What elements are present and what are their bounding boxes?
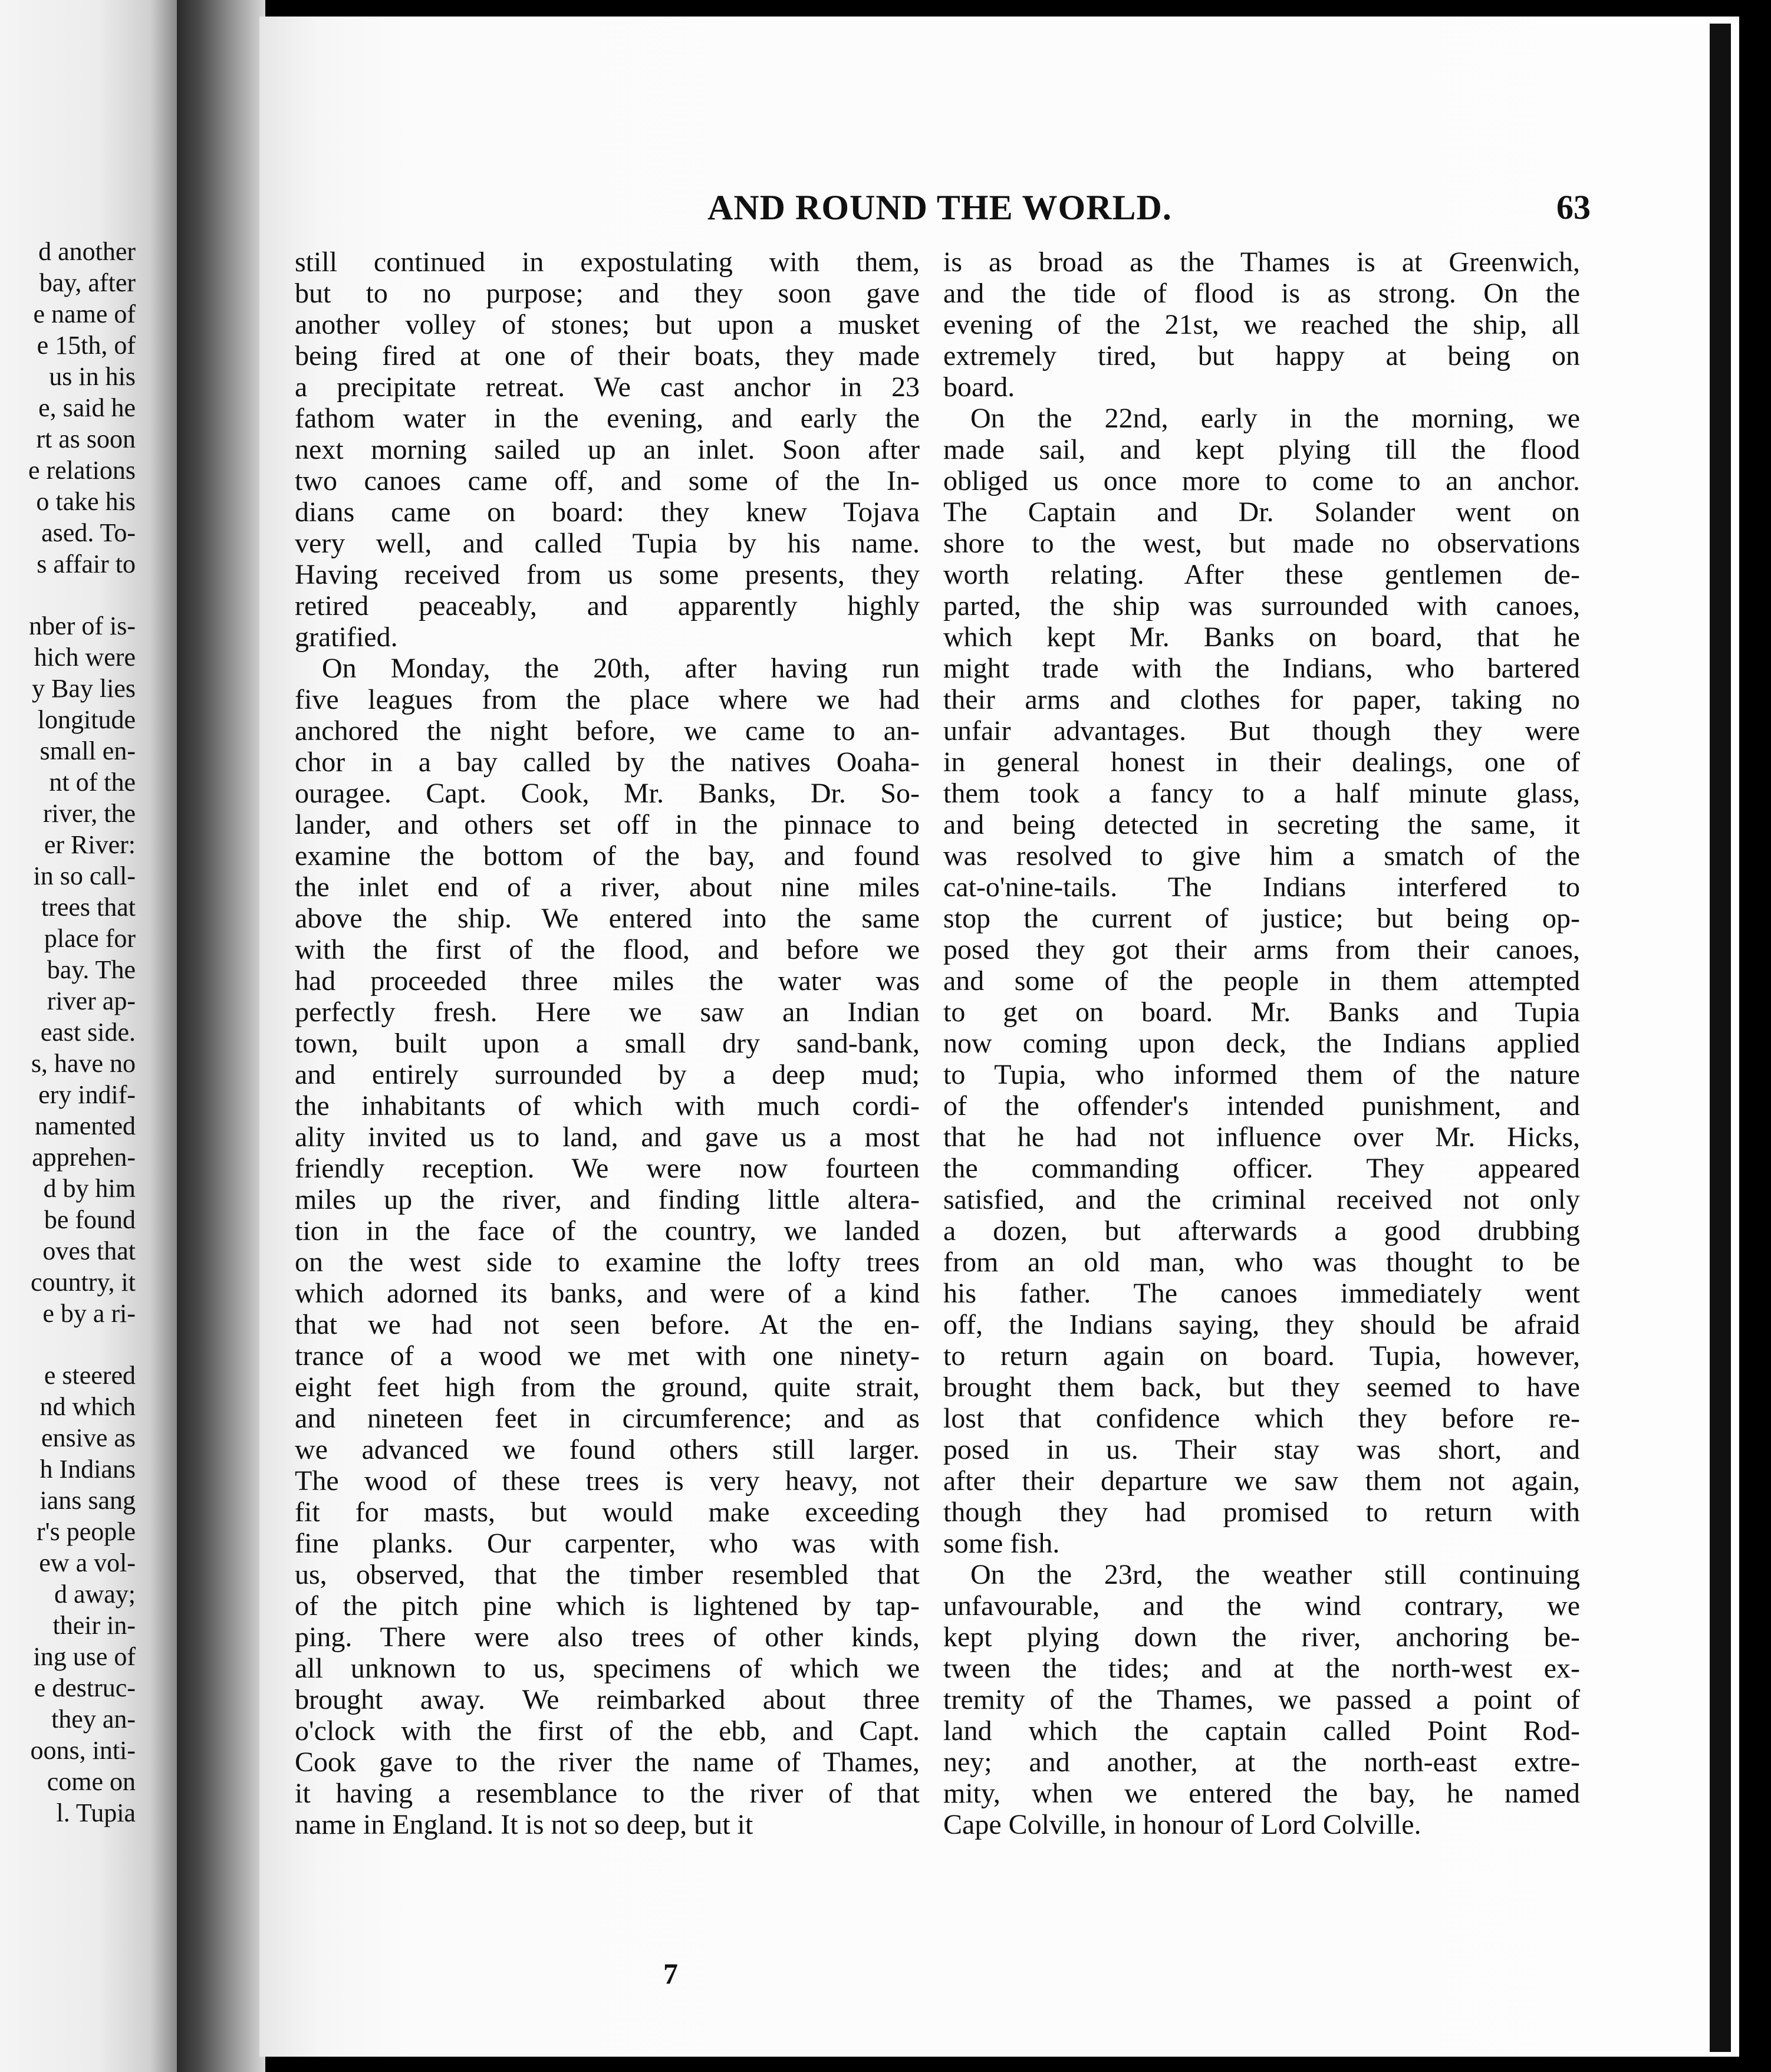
text-line: dians came on board: they knew Tojava: [295, 496, 920, 528]
text-line: to return again on board. Tupia, however,: [943, 1340, 1580, 1372]
left-page: [0, 0, 177, 2072]
left-page-line-fragment: oons, inti-: [30, 1736, 136, 1765]
text-line: the inlet end of a river, about nine miles: [295, 871, 920, 903]
left-page-line-fragment: river, the: [42, 799, 136, 828]
text-line: land which the captain called Point Rod-: [943, 1715, 1580, 1747]
text-line: which kept Mr. Banks on board, that he: [943, 621, 1580, 653]
text-line: fine planks. Our carpenter, who was with: [295, 1528, 920, 1559]
text-line: after their departure we saw them not again,: [943, 1465, 1580, 1497]
text-line: cat-o'nine-tails. The Indians interfered to: [943, 871, 1580, 903]
text-line: all unknown to us, specimens of which we: [295, 1653, 920, 1684]
text-line: to Tupia, who informed them of the nature: [943, 1059, 1580, 1090]
left-page-line-fragment: o take his: [36, 487, 136, 516]
text-line: worth relating. After these gentlemen de-: [943, 559, 1580, 590]
left-page-line-fragment: ased. To-: [41, 518, 136, 547]
text-line: ality invited us to land, and gave us a most: [295, 1121, 920, 1153]
text-line: brought away. We reimbarked about three: [295, 1684, 920, 1715]
text-line: posed in us. Their stay was short, and: [943, 1434, 1580, 1465]
text-line: brought them back, but they seemed to have: [943, 1372, 1580, 1403]
text-line: unfavourable, and the wind contrary, we: [943, 1590, 1580, 1622]
left-page-line-fragment: namented: [34, 1111, 136, 1140]
text-line: tween the tides; and at the north-west ex-: [943, 1653, 1580, 1684]
left-page-line-fragment: rt as soon: [36, 425, 136, 453]
text-line: eight feet high from the ground, quite strait,: [295, 1372, 920, 1403]
left-page-line-fragment: they an-: [51, 1705, 136, 1734]
text-line: us, observed, that the timber resembled that: [295, 1559, 920, 1590]
left-page-line-fragment: ians sang: [39, 1486, 136, 1515]
left-page-line-fragment: place for: [44, 924, 136, 953]
text-line: was resolved to give him a smatch of the: [943, 840, 1580, 871]
text-line: Cook gave to the river the name of Thames,: [295, 1747, 920, 1778]
text-line: five leagues from the place where we had: [295, 684, 920, 715]
left-page-line-fragment: ensive as: [41, 1423, 136, 1452]
left-page-line-fragment: apprehen-: [32, 1143, 136, 1172]
text-line: the commanding officer. They appeared: [943, 1153, 1580, 1184]
left-page-line-fragment: be found: [44, 1205, 136, 1234]
left-page-line-fragment: in so call-: [33, 861, 136, 890]
left-page-text-fragments: [0, 236, 136, 1828]
left-page-line-fragment: us in his: [49, 362, 136, 391]
text-line: name in England. It is not so deep, but it: [295, 1809, 753, 1840]
text-line: fit for masts, but would make exceeding: [295, 1497, 920, 1528]
text-line: with the first of the flood, and before we: [295, 934, 920, 965]
text-column-left: [295, 246, 920, 1840]
text-line: of the pitch pine which is lightened by tap-: [295, 1590, 920, 1622]
text-line: it having a resemblance to the river of that: [295, 1778, 920, 1809]
text-line: and the tide of flood is as strong. On the: [943, 278, 1580, 309]
page-number: 63: [1556, 188, 1591, 226]
text-line: his father. The canoes immediately went: [943, 1278, 1580, 1309]
text-line: obliged us once more to come to an anchor.: [943, 465, 1580, 496]
text-line: above the ship. We entered into the same: [295, 903, 920, 934]
text-line: On the 23rd, the weather still continuing: [970, 1559, 1580, 1590]
text-line: friendly reception. We were now fourteen: [295, 1153, 920, 1184]
text-line: o'clock with the first of the ebb, and Capt.: [295, 1715, 920, 1747]
text-line: On the 22nd, early in the morning, we: [970, 403, 1580, 434]
left-page-line-fragment: d away;: [54, 1580, 136, 1609]
left-page-line-fragment: r's people: [37, 1517, 136, 1546]
left-page-line-fragment: their in-: [52, 1611, 136, 1640]
text-line: Having received from us some presents, they: [295, 559, 920, 590]
text-line: Cape Colville, in honour of Lord Colville.: [943, 1809, 1421, 1840]
text-line: some fish.: [943, 1528, 1060, 1559]
paragraph-gap: [0, 1329, 136, 1360]
text-line: chor in a bay called by the natives Ooaha-: [295, 746, 920, 778]
signature-mark: 7: [663, 1957, 678, 1990]
left-page-line-fragment: river ap-: [47, 986, 136, 1015]
text-line: parted, the ship was surrounded with canoes,: [943, 590, 1580, 621]
left-page-line-fragment: nt of the: [49, 768, 136, 797]
text-line: fathom water in the evening, and early the: [295, 403, 920, 434]
left-page-line-fragment: trees that: [41, 893, 136, 922]
left-page-line-fragment: s affair to: [37, 550, 136, 578]
text-line: miles up the river, and finding little altera-: [295, 1184, 920, 1215]
text-line: anchored the night before, we came to an-: [295, 715, 920, 746]
text-line: tremity of the Thames, we passed a point of: [943, 1684, 1580, 1715]
text-line: gratified.: [295, 621, 398, 653]
text-line: which adorned its banks, and were of a kind: [295, 1278, 920, 1309]
left-page-line-fragment: nber of is-: [29, 611, 136, 640]
text-line: next morning sailed up an inlet. Soon after: [295, 434, 920, 465]
text-line: them took a fancy to a half minute glass,: [943, 778, 1580, 809]
left-page-line-fragment: hich were: [34, 643, 136, 672]
left-page-line-fragment: e 15th, of: [37, 331, 136, 360]
text-line: we advanced we found others still larger.: [295, 1434, 920, 1465]
left-page-line-fragment: bay. The: [47, 955, 136, 984]
text-line: being fired at one of their boats, they made: [295, 340, 920, 371]
left-page-line-fragment: e relations: [28, 456, 136, 485]
text-line: satisfied, and the criminal received not only: [943, 1184, 1580, 1215]
paragraph-gap: [0, 580, 136, 610]
left-page-line-fragment: longitude: [37, 705, 136, 734]
text-line: tion in the face of the country, we landed: [295, 1215, 920, 1247]
left-page-line-fragment: y Bay lies: [32, 674, 136, 703]
text-line: The Captain and Dr. Solander went on: [943, 496, 1580, 528]
text-line: evening of the 21st, we reached the ship, all: [943, 309, 1580, 340]
text-line: the inhabitants of which with much cordi-: [295, 1090, 920, 1121]
left-page-line-fragment: h Indians: [39, 1455, 136, 1484]
page-edge: [1710, 24, 1731, 2052]
left-page-line-fragment: ery indif-: [38, 1080, 136, 1109]
text-line: unfair advantages. But though they were: [943, 715, 1580, 746]
left-page-line-fragment: oves that: [42, 1236, 136, 1265]
text-line: on the west side to examine the lofty trees: [295, 1247, 920, 1278]
left-page-line-fragment: e name of: [33, 300, 136, 328]
left-page-line-fragment: country, it: [31, 1268, 136, 1297]
book-spine-shadow: [177, 0, 265, 2072]
text-line: that we had not seen before. At the en-: [295, 1309, 920, 1340]
text-line: kept plying down the river, anchoring be-: [943, 1622, 1580, 1653]
text-line: another volley of stones; but upon a musket: [295, 309, 920, 340]
running-title: AND ROUND THE WORLD.: [707, 188, 1172, 227]
left-page-line-fragment: e, said he: [38, 393, 136, 422]
text-line: is as broad as the Thames is at Greenwich,: [943, 246, 1580, 278]
text-line: off, the Indians saying, they should be afraid: [943, 1309, 1580, 1340]
text-line: from an old man, who was thought to be: [943, 1247, 1580, 1278]
text-line: but to no purpose; and they soon gave: [295, 278, 920, 309]
left-page-line-fragment: e destruc-: [34, 1673, 136, 1702]
text-column-right: [943, 246, 1580, 1840]
text-line: stop the current of justice; but being op-: [943, 903, 1580, 934]
text-line: ping. There were also trees of other kinds,: [295, 1622, 920, 1653]
text-line: perfectly fresh. Here we saw an Indian: [295, 996, 920, 1028]
text-line: extremely tired, but happy at being on: [943, 340, 1580, 371]
text-line: made sail, and kept plying till the flood: [943, 434, 1580, 465]
text-line: lander, and others set off in the pinnace to: [295, 809, 920, 840]
left-page-line-fragment: d another: [38, 237, 136, 266]
text-line: ney; and another, at the north-east extre-: [943, 1747, 1580, 1778]
text-line: of the offender's intended punishment, and: [943, 1090, 1580, 1121]
text-line: lost that confidence which they before re-: [943, 1403, 1580, 1434]
left-page-line-fragment: er River:: [44, 830, 136, 859]
text-line: board.: [943, 371, 1015, 403]
left-page-line-fragment: small en-: [39, 736, 136, 765]
text-line: in general honest in their dealings, one of: [943, 746, 1580, 778]
left-page-line-fragment: ing use of: [33, 1642, 136, 1671]
text-line: and being detected in secreting the same, it: [943, 809, 1580, 840]
text-line: might trade with the Indians, who bartered: [943, 653, 1580, 684]
left-page-line-fragment: e by a ri-: [42, 1299, 136, 1328]
text-line: examine the bottom of the bay, and found: [295, 840, 920, 871]
text-line: On Monday, the 20th, after having run: [322, 653, 920, 684]
left-page-line-fragment: s, have no: [31, 1049, 136, 1078]
left-page-line-fragment: bay, after: [39, 268, 136, 297]
text-line: and some of the people in them attempted: [943, 965, 1580, 996]
text-line: trance of a wood we met with one ninety-: [295, 1340, 920, 1372]
text-line: and entirely surrounded by a deep mud;: [295, 1059, 920, 1090]
left-page-line-fragment: l. Tupia: [56, 1798, 136, 1827]
text-line: still continued in expostulating with them,: [295, 246, 920, 278]
text-line: their arms and clothes for paper, taking no: [943, 684, 1580, 715]
text-line: town, built upon a small dry sand-bank,: [295, 1028, 920, 1059]
text-line: and nineteen feet in circumference; and as: [295, 1403, 920, 1434]
text-line: a precipitate retreat. We cast anchor in 23: [295, 371, 920, 403]
text-line: now coming upon deck, the Indians applied: [943, 1028, 1580, 1059]
text-line: mity, when we entered the bay, he named: [943, 1778, 1580, 1809]
left-page-line-fragment: east side.: [40, 1018, 136, 1047]
left-page-line-fragment: d by him: [43, 1174, 136, 1203]
text-line: posed they got their arms from their canoes,: [943, 934, 1580, 965]
text-line: two canoes came off, and some of the In-: [295, 465, 920, 496]
left-page-line-fragment: ew a vol-: [39, 1548, 136, 1577]
text-line: a dozen, but afterwards a good drubbing: [943, 1215, 1580, 1247]
text-line: had proceeded three miles the water was: [295, 965, 920, 996]
left-page-line-fragment: come on: [47, 1767, 136, 1796]
text-line: shore to the west, but made no observations: [943, 528, 1580, 559]
text-line: though they had promised to return with: [943, 1497, 1580, 1528]
left-page-line-fragment: e steered: [44, 1361, 136, 1390]
text-line: to get on board. Mr. Banks and Tupia: [943, 996, 1580, 1028]
left-page-line-fragment: nd which: [39, 1392, 136, 1421]
text-line: ouragee. Capt. Cook, Mr. Banks, Dr. So-: [295, 778, 920, 809]
text-line: that he had not influence over Mr. Hicks,: [943, 1121, 1580, 1153]
text-line: retired peaceably, and apparently highly: [295, 590, 920, 621]
text-line: The wood of these trees is very heavy, not: [295, 1465, 920, 1497]
text-line: very well, and called Tupia by his name.: [295, 528, 920, 559]
